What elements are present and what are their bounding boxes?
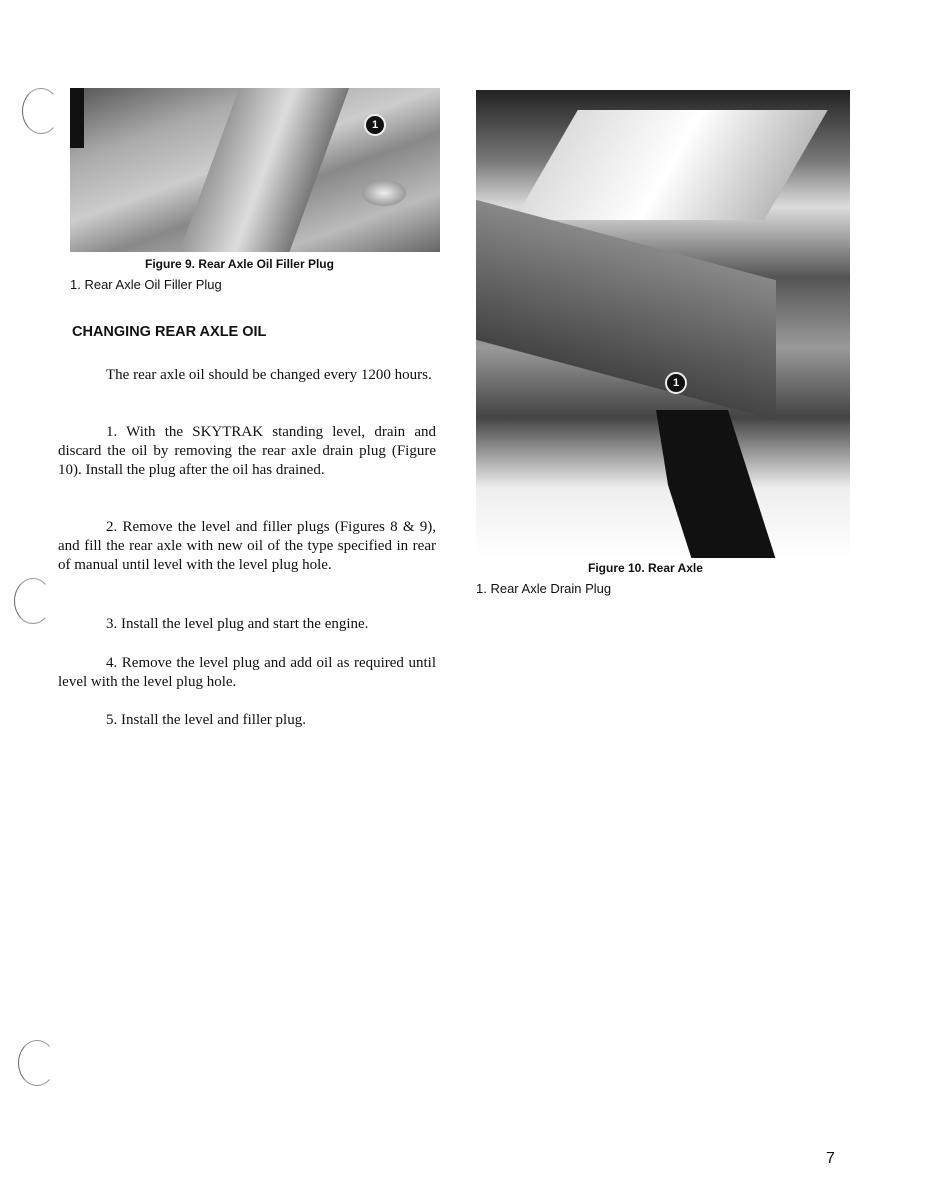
figure-9-legend-item: 1. Rear Axle Oil Filler Plug (70, 277, 222, 292)
step-4: 4. Remove the level plug and add oil as required until level with the level plug hole. (58, 655, 436, 690)
callout-1: 1 (364, 114, 386, 136)
figure-10-legend-item: 1. Rear Axle Drain Plug (476, 581, 612, 596)
step-2: 2. Remove the level and filler plugs (Figures 8 & 9), and fill the rear axle with new oil of the type specified in rear of manual until level with the level plug hole. (58, 519, 436, 573)
paragraph-intro: The rear axle oil should be changed every 1200 hours. (106, 367, 432, 383)
figure-10-caption: Figure 10. Rear Axle (588, 561, 703, 575)
step-5: 5. Install the level and filler plug. (106, 712, 306, 728)
callout-1: 1 (665, 372, 687, 394)
section-heading: CHANGING REAR AXLE OIL (72, 324, 267, 340)
figure-9-caption: Figure 9. Rear Axle Oil Filler Plug (145, 257, 334, 271)
figure-10-photo (476, 90, 850, 558)
punch-hole (22, 88, 60, 134)
punch-hole (14, 578, 52, 624)
punch-hole (18, 1040, 56, 1086)
page-number: 7 (826, 1150, 835, 1167)
figure-9-photo (70, 88, 440, 252)
step-3: 3. Install the level plug and start the engine. (106, 616, 369, 632)
step-1: 1. With the SKYTRAK standing level, drain and discard the oil by removing the rear axle drain plug (Figure 10). Install the plug after the oil has drained. (58, 424, 436, 478)
